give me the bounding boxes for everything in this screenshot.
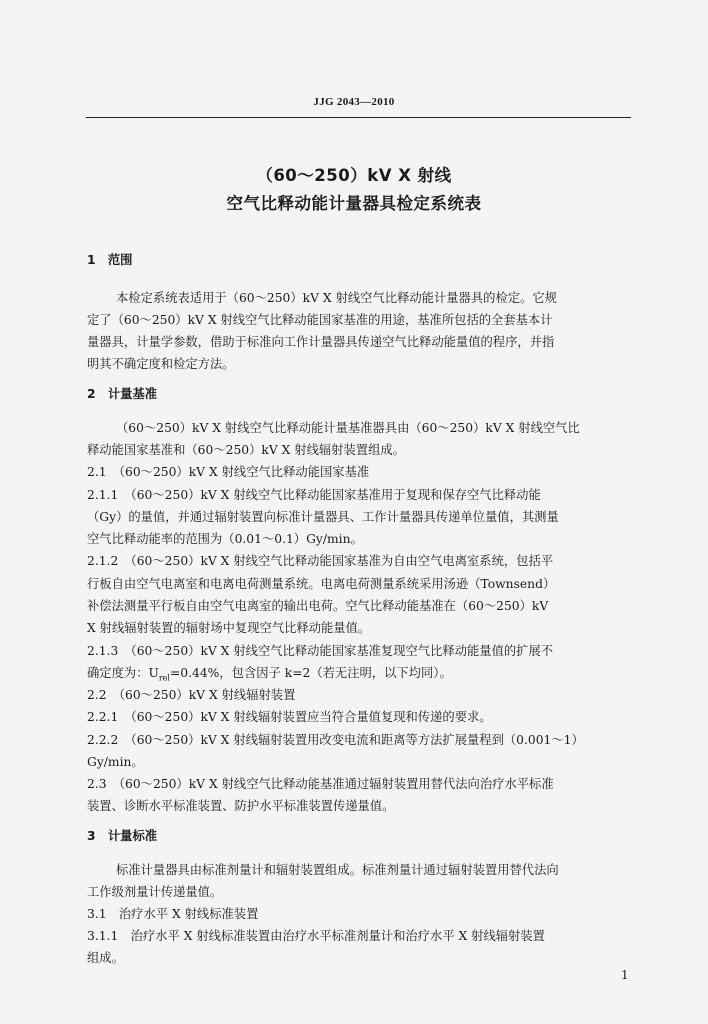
clause-2-1: 2.1 （60～250）kV X 射线空气比释动能国家基准 (87, 465, 370, 479)
clause-2-2-1: 2.2.1 （60～250）kV X 射线辐射装置应当符合量值复现和传递的要求。 (87, 710, 492, 724)
text-line: 行板自由空气电离室和电离电荷测量系统。电离电荷测量系统采用汤逊（Townsend） (87, 577, 556, 591)
text-line: Gy/min。 (87, 755, 144, 769)
text-line: X 射线辐射装置的辐射场中复现空气比释动能量值。 (87, 621, 371, 635)
text-line: 工作级剂量计传递量值。 (87, 885, 223, 899)
header-rule (86, 117, 631, 118)
text-line: 标准计量器具由标准剂量计和辐射装置组成。标准剂量计通过辐射装置用替代法向 (116, 863, 559, 877)
text-line: 本检定系统表适用于（60～250）kV X 射线空气比释动能计量器具的检定。它规 (116, 291, 557, 305)
text-line: 释动能国家基准和（60～250）kV X 射线辐射装置组成。 (87, 443, 405, 457)
clause-2-1-2: 2.1.2 （60～250）kV X 射线空气比释动能国家基准为自由空气电离室系统，包括平 (87, 554, 554, 568)
clause-3-1: 3.1 治疗水平 X 射线标准装置 (87, 907, 259, 921)
text-line: 组成。 (87, 951, 124, 965)
section-heading-1: 1 范围 (87, 253, 133, 267)
clause-2-2: 2.2 （60～250）kV X 射线辐射装置 (87, 688, 296, 702)
clause-2-3: 2.3 （60～250）kV X 射线空气比释动能基准通过辐射装置用替代法向治疗水平标准 (87, 777, 554, 791)
title-line-2: 空气比释动能计量器具检定系统表 (226, 194, 482, 213)
page-number: 1 (621, 968, 629, 982)
text-line: （60～250）kV X 射线空气比释动能计量基准器具由（60～250）kV X 射线空气比 (116, 421, 580, 435)
text-line: 补偿法测量平行板自由空气电离室的输出电荷。空气比释动能基准在（60～250）kV (87, 599, 549, 613)
clause-3-1-1: 3.1.1 治疗水平 X 射线标准装置由治疗水平标准剂量计和治疗水平 X 射线辐射装置 (87, 929, 545, 943)
section-heading-2: 2 计量基准 (87, 387, 158, 401)
clause-2-2-2: 2.2.2 （60～250）kV X 射线辐射装置用改变电流和距离等方法扩展量程到（0.001～1） (87, 733, 584, 747)
title-line-1: （60～250）kV X 射线 (256, 166, 452, 185)
text-line: 明其不确定度和检定方法。 (87, 357, 235, 371)
clause-2-1-1: 2.1.1 （60～250）kV X 射线空气比释动能国家基准用于复现和保存空气比释动能 (87, 488, 541, 502)
section-heading-3: 3 计量标准 (87, 829, 158, 843)
text-line: 装置、诊断水平标准装置、防护水平标准装置传递量值。 (87, 799, 395, 813)
uncertainty-line: 确定度为：$U_{rel}=0.44\%$，包含因子 k=2（若无注明，以下均同）。 (87, 666, 452, 683)
text-line: （Gy）的量值，并通过辐射装置向标准计量器具、工作计量器具传递单位量值，其测量 (87, 510, 559, 524)
text-line: 空气比释动能率的范围为（0.01～0.1）Gy/min。 (87, 532, 363, 546)
clause-2-1-3: 2.1.3 （60～250）kV X 射线空气比释动能国家基准复现空气比释动能量值的扩展不 (87, 644, 554, 658)
text-line: 定了（60～250）kV X 射线空气比释动能国家基准的用途，基准所包括的全套基本计 (87, 313, 553, 327)
standard-code: JJG 2043—2010 (313, 96, 395, 108)
text-line: 量器具，计量学参数，借助于标准向工作计量器具传递空气比释动能量值的程序，并指 (87, 335, 555, 349)
